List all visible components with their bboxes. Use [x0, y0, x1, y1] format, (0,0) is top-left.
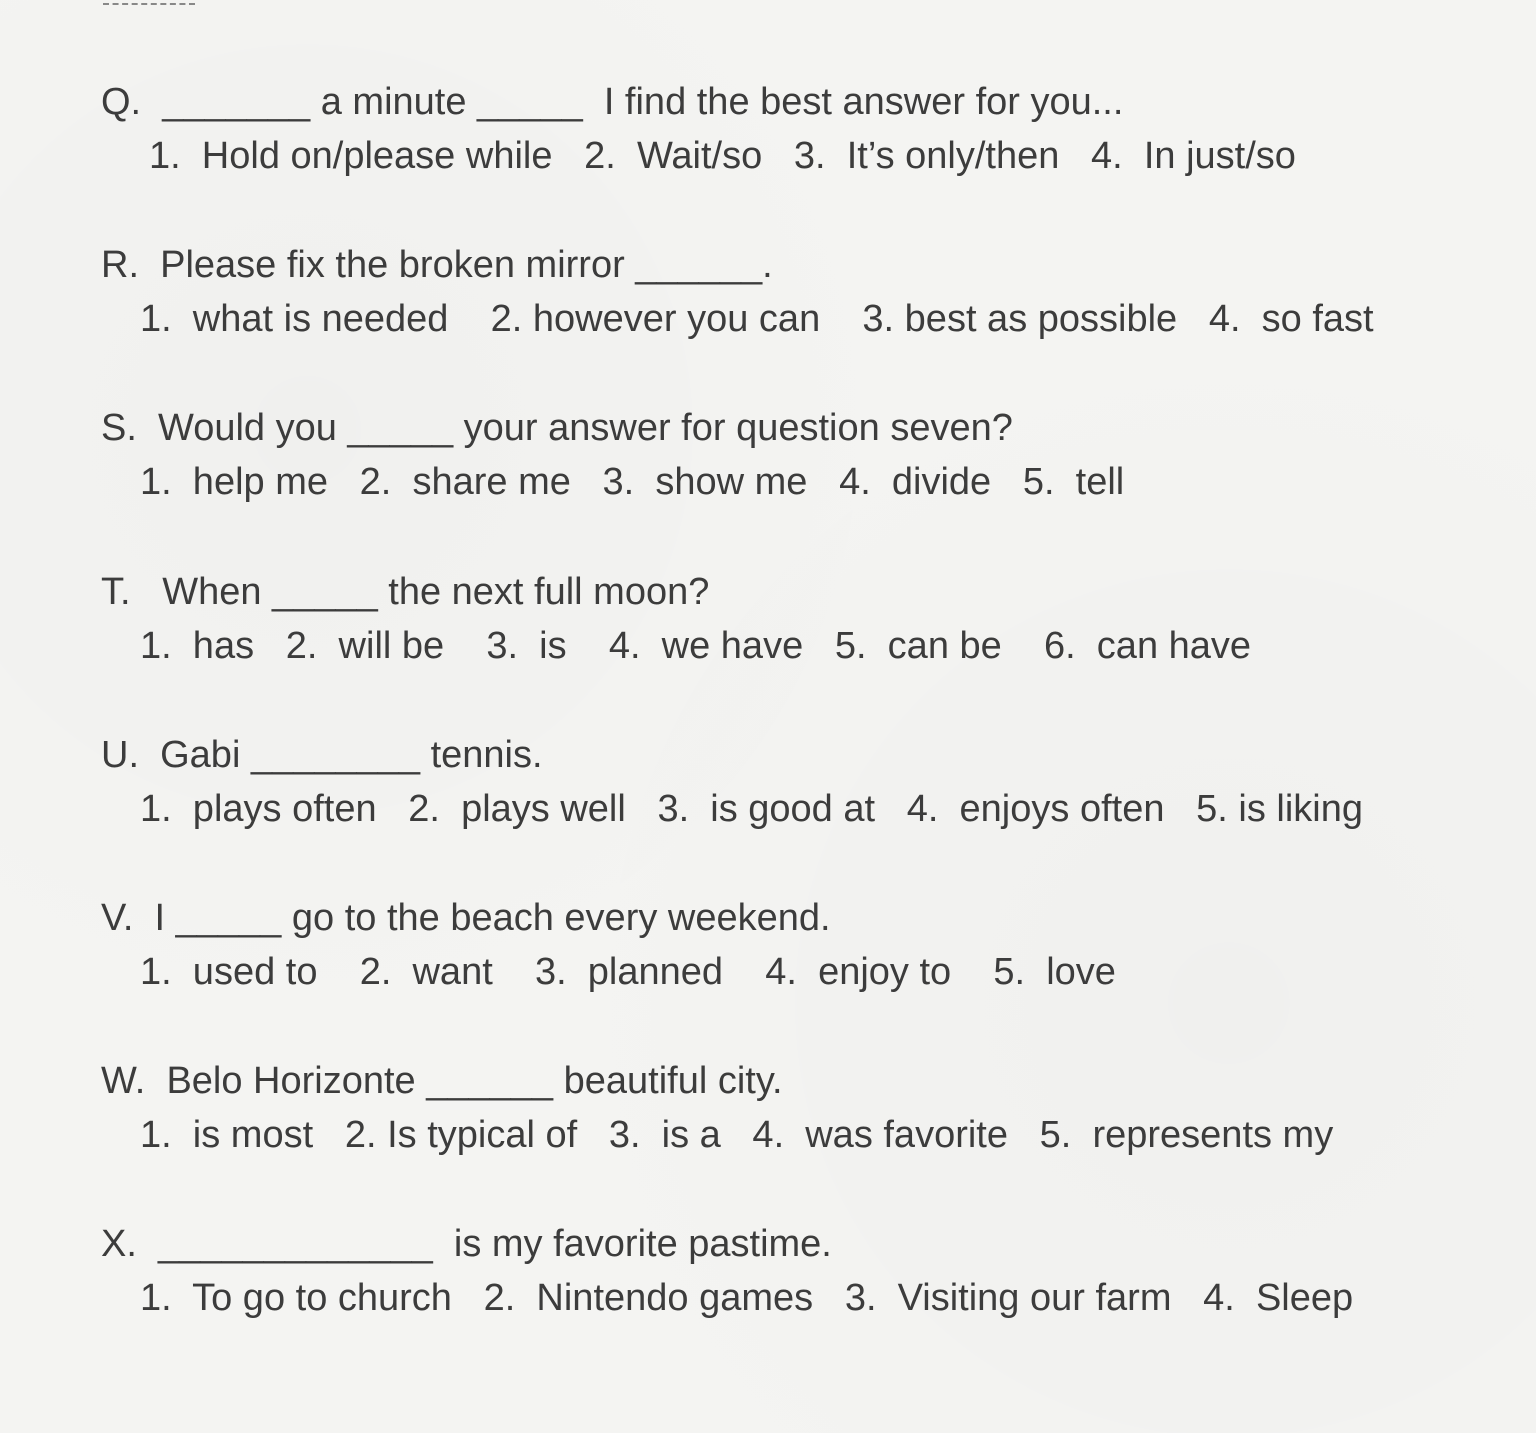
answer-options: 1. To go to church 2. Nintendo games 3. Visiting our farm 4. Sleep: [140, 1277, 1354, 1319]
answer-options: 1. used to 2. want 3. planned 4. enjoy to 5. love: [140, 951, 1116, 993]
answer-options: 1. help me 2. share me 3. show me 4. divide 5. tell: [140, 461, 1125, 503]
answer-options: 1. what is needed 2. however you can 3. best as possible 4. so fast: [140, 298, 1374, 340]
answer-options: 1. plays often 2. plays well 3. is good at 4. enjoys often 5. is liking: [140, 788, 1363, 830]
question-text: Q. _______ a minute _____ I find the best answer for you...: [101, 81, 1124, 123]
answer-options: 1. Hold on/please while 2. Wait/so 3. It’s only/then 4. In just/so: [149, 135, 1296, 177]
question-text: X. _____________ is my favorite pastime.: [101, 1223, 832, 1265]
question-text: U. Gabi ________ tennis.: [101, 734, 543, 776]
answer-options: 1. has 2. will be 3. is 4. we have 5. can be 6. can have: [140, 625, 1252, 667]
question-text: R. Please fix the broken mirror ______.: [101, 244, 773, 286]
question-text: T. When _____ the next full moon?: [101, 571, 710, 613]
question-text: S. Would you _____ your answer for question seven?: [101, 407, 1013, 449]
answer-options: 1. is most 2. Is typical of 3. is a 4. was favorite 5. represents my: [140, 1114, 1334, 1156]
question-text: V. I _____ go to the beach every weekend.: [101, 897, 831, 939]
question-text: W. Belo Horizonte ______ beautiful city.: [101, 1060, 783, 1102]
